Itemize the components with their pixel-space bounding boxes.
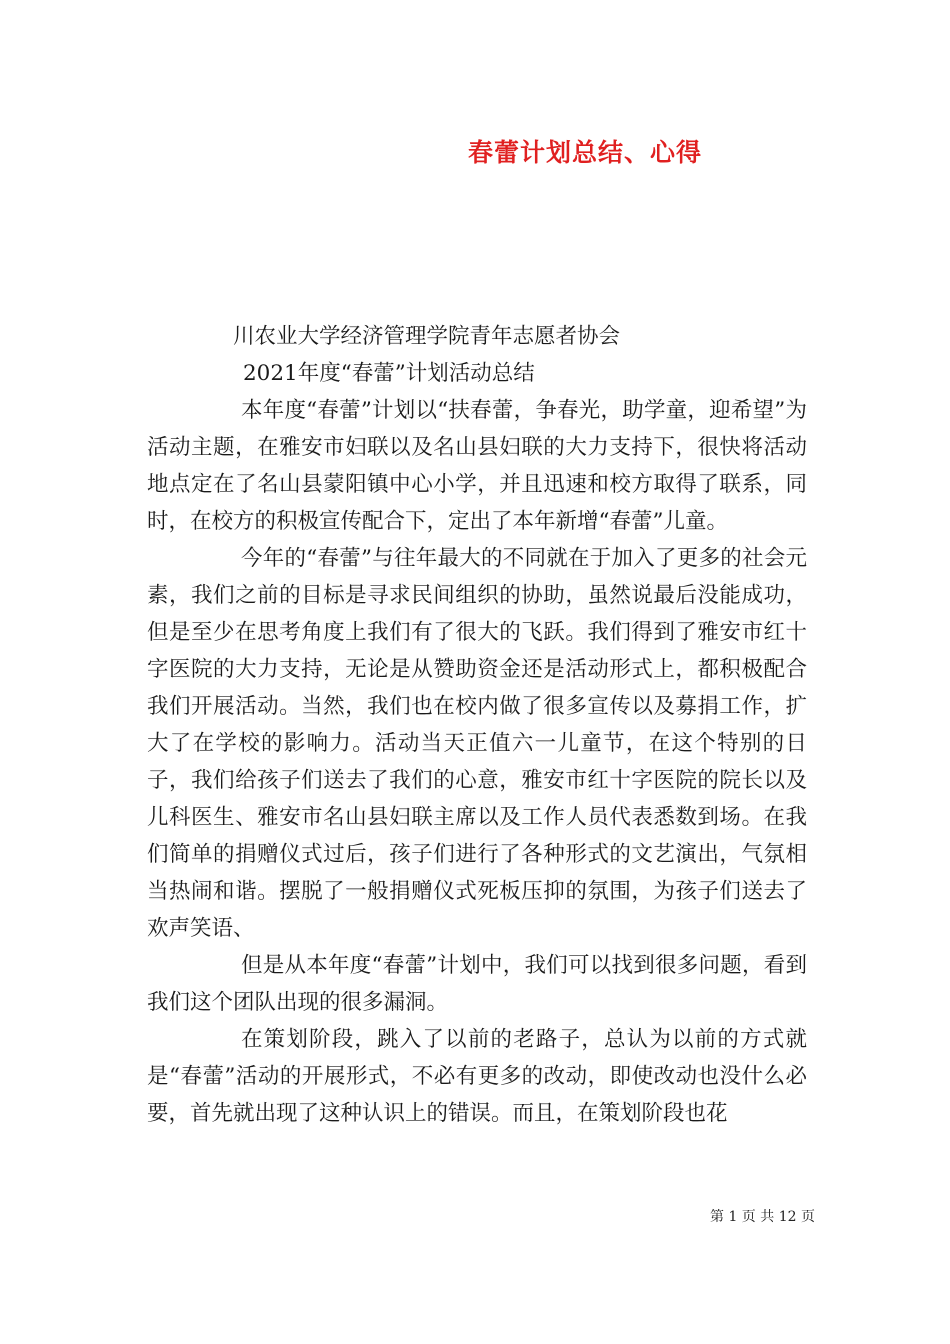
paragraph-4: 在策划阶段，跳入了以前的老路子，总认为以前的方式就是“春蕾”活动的开展形式，不必有更多的改动，即使改动也没什么必要，首先就出现了这种认识上的错误。而且，在策划阶段也花 (147, 1027, 807, 1126)
paragraph-1: 本年度“春蕾”计划以“扶春蕾，争春光，助学童，迎希望”为活动主题，在雅安市妇联以及名山县妇联的大力支持下，很快将活动地点定在了名山县蒙阳镇中心小学，并且迅速和校方取得了联系，同时，在校方的积极宣传配合下，定出了本年新增“春蕾”儿童。 (147, 398, 807, 534)
document-subtitle: 2021年度“春蕾”计划活动总结 (243, 361, 535, 386)
document-body (147, 318, 807, 1132)
paragraph-2: 今年的“春蕾”与往年最大的不同就在于加入了更多的社会元素，我们之前的目标是寻求民间组织的协助，虽然说最后没能成功，但是至少在思考角度上我们有了很大的飞跃。我们得到了雅安市红十字医院的大力支持，无论是从赞助资金还是活动形式上，都积极配合我们开展活动。当然，我们也在校内做了很多宣传以及募捐工作，扩大了在学校的影响力。活动当天正值六一儿童节，在这个特别的日子，我们给孩子们送去了我们的心意，雅安市红十字医院的院长以及儿科医生、雅安市名山县妇联主席以及工作人员代表悉数到场。在我们简单的捐赠仪式过后，孩子们进行了各种形式的文艺演出，气氛相当热闹和谐。摆脱了一般捐赠仪式死板压抑的氛围，为孩子们送去了欢声笑语、 (147, 546, 807, 941)
page-number-footer: 第 1 页 共 12 页 (710, 1209, 815, 1225)
document-title: 春蕾计划总结、心得 (468, 138, 703, 167)
paragraph-3: 但是从本年度“春蕾”计划中，我们可以找到很多问题，看到我们这个团队出现的很多漏洞。 (147, 953, 807, 1015)
organization-line: 川农业大学经济管理学院青年志愿者协会 (233, 324, 621, 349)
